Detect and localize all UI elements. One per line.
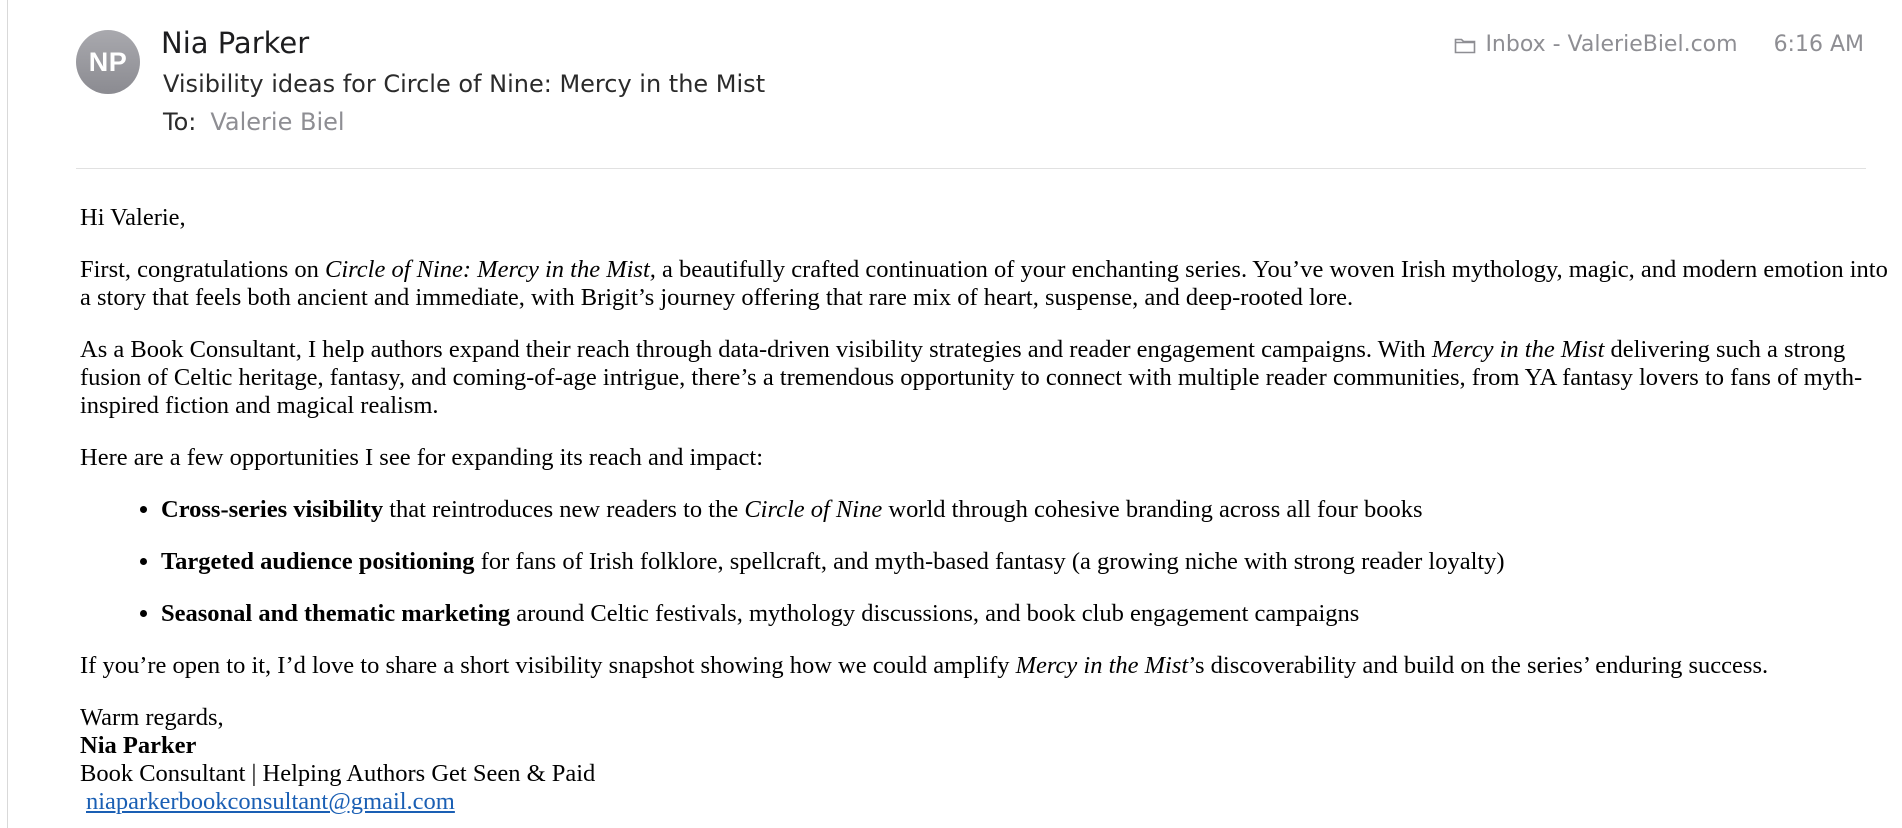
paragraph-congratulations <box>80 256 1895 312</box>
signature <box>80 704 1895 816</box>
p4-text-c: ’s discoverability and build on the series’ enduring success. <box>1188 652 1769 679</box>
bullet-heading: Targeted audience positioning <box>161 548 475 575</box>
bullet-text: around Celtic festivals, mythology discussions, and book club engagement campaigns <box>510 600 1360 627</box>
signature-email-link[interactable]: niaparkerbookconsultant@gmail.com <box>86 788 455 815</box>
book-title-italic: Mercy in the Mist <box>1015 652 1189 679</box>
message-body <box>80 204 1895 816</box>
mailbox-name[interactable]: Inbox - ValerieBiel.com <box>1485 32 1738 57</box>
list-item <box>161 496 1895 524</box>
header-divider <box>76 168 1866 169</box>
paragraph-introduction <box>80 336 1895 420</box>
recipient-row <box>163 108 345 136</box>
series-title-italic: Circle of Nine <box>744 496 883 523</box>
p1-text-a: First, congratulations on <box>80 256 325 283</box>
p1-text-c: a beautifully crafted continuation of your enchanting series. You’ve woven Irish mythology, magic, and modern emotion into a story that feels both ancient and immediate, with Brigit’s journey offering that rare mix of heart, suspense, and deep-rooted lore. <box>80 256 1888 311</box>
bullet-text: for fans of Irish folklore, spellcraft, and myth-based fantasy (a growing niche with strong reader loyalty) <box>474 548 1505 575</box>
sender-name[interactable]: Nia Parker <box>161 26 310 60</box>
p2-text-c: delivering such a strong fusion of Celtic heritage, fantasy, and coming-of-age intrigue, there’s a tremendous opportunity to connect with multiple reader communities, from YA fantasy lovers to fans of myth-inspired fiction and magical realism. <box>80 336 1863 419</box>
signature-closing: Warm regards, <box>80 704 224 731</box>
folder-icon <box>1453 33 1477 57</box>
signature-name-text: Nia Parker <box>80 732 197 759</box>
opportunities-list <box>80 496 1895 628</box>
message-subject: Visibility ideas for Circle of Nine: Mercy in the Mist <box>163 70 766 98</box>
p4-text-a: If you’re open to it, I’d love to share a short visibility snapshot showing how we could amplify <box>80 652 1016 679</box>
avatar[interactable] <box>76 30 140 94</box>
paragraph-opportunities-intro: Here are a few opportunities I see for expanding its reach and impact: <box>80 444 763 471</box>
book-title-italic: Circle of Nine: Mercy in the Mist, <box>324 256 656 283</box>
signature-email-row <box>80 788 1895 816</box>
to-label: To: <box>163 108 197 136</box>
bullet-heading: Cross-series visibility <box>161 496 384 523</box>
message-meta <box>1453 32 1864 57</box>
message-header <box>0 0 1902 170</box>
bullet-heading: Seasonal and thematic marketing <box>161 600 511 627</box>
signature-name <box>80 732 1895 760</box>
book-title-italic: Mercy in the Mist <box>1431 336 1605 363</box>
paragraph-offer <box>80 652 1895 680</box>
list-item <box>161 548 1895 576</box>
p2-text-a: As a Book Consultant, I help authors expand their reach through data-driven visibility strategies and reader engagement campaigns. With <box>80 336 1432 363</box>
recipient-name[interactable]: Valerie Biel <box>210 108 345 136</box>
bullet-text: world through cohesive branding across all four books <box>882 496 1423 523</box>
bullet-text: that reintroduces new readers to the <box>383 496 745 523</box>
message-time: 6:16 AM <box>1773 32 1864 57</box>
signature-title: Book Consultant | Helping Authors Get Seen & Paid <box>80 760 596 787</box>
list-item <box>161 600 1895 628</box>
greeting: Hi Valerie, <box>80 204 186 231</box>
avatar-initials: NP <box>88 46 128 77</box>
